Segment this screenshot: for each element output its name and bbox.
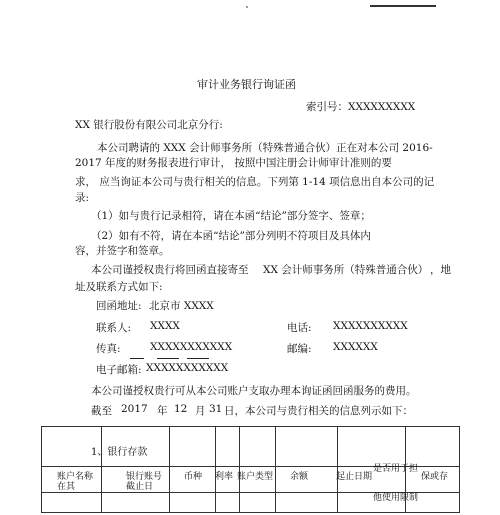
return-address-label: 回函地址: [96,300,142,312]
email-underline-short [130,358,144,359]
para2-part2: ，地 [430,264,451,276]
cutoff-prefix: 截至 [91,405,112,417]
postcode-label: 邮编: [287,343,312,355]
header-deadline: 截止日 [126,482,154,492]
fax-label: 传真: [96,343,121,355]
table-cell [216,427,240,467]
email-value: XXXXXXXXXXX [146,362,229,374]
para2-firm: XX 会计师事务所（特殊普通合伙） [263,264,429,276]
para1-line4: 录: [75,192,90,204]
instruction-item-2-line1: （2）如有不符，请在本函“结论”部分列明不符项目及具体内 [91,230,371,242]
instruction-item-1: （1）如与贵行记录相符，请在本函“结论”部分签字、签章； [91,210,371,222]
header-account-number: 银行账号 [126,472,163,482]
table-cell [216,493,240,513]
para1-line2: 2017 年度的财务报表进行审计， 按照中国注册会计师审计准则的要 [75,157,392,169]
para2-line2: 址及联系方式如下: [75,281,163,293]
table-cell [170,493,216,513]
phone-value: XXXXXXXXXX [333,320,408,332]
table-cell [276,427,338,467]
table-cell [170,427,216,467]
instruction-item-2-line2: 容，并签字和签章。 [75,245,170,257]
index-value: XXXXXXXXX [348,101,416,113]
contact-label: 联系人: [96,322,132,334]
header-start-end-date: 起止日期 [336,472,373,482]
cutoff-suffix: 日，本公司与贵行相关的信息列示如下： [224,405,413,417]
fax-value: XXXXXXXXXXX [150,341,233,353]
cutoff-day: 31 [209,403,223,415]
table-cell [240,427,276,467]
table-cell [42,493,102,513]
email-underline-mid [157,358,179,359]
header-account-type: 账户类型 [237,472,274,482]
table-cell [240,493,276,513]
document-title: 审计业务银行询证函 [197,78,296,91]
cutoff-year-unit: 年 [157,405,168,417]
table-section-title: 1、银行存款 [91,447,148,458]
header-rule [370,5,436,7]
table-cell [276,493,338,513]
index-number [306,99,415,114]
header-restricted-line1: 是否用于担 [373,464,419,474]
header-account-name-cont: 在其 [57,482,76,492]
email-underline-right [187,358,209,359]
addressee: XX 银行股份有限公司北京分行: [75,119,223,131]
para2-part1: 本公司谨授权贵行将回函直接寄至 [91,264,249,276]
page-mark [246,6,248,8]
cutoff-month-unit: 月 [195,405,206,417]
header-rate: 利率 [215,472,234,482]
postcode-value: XXXXXX [333,341,378,353]
cutoff-month: 12 [174,403,188,415]
return-address-value: 北京市 XXXX [149,300,214,312]
header-restricted-line2: 保或存 [421,472,449,482]
para3-fee-authorization: 本公司谨授权贵行可从本公司账户支取办理本询证函回函服务的费用。 [91,385,417,397]
cutoff-year: 2017 [121,403,148,415]
para1-line1: 本公司聘请的 XXX 会计师事务所（特殊普通合伙）正在对本公司 2016- [97,142,433,154]
index-label: 索引号： [306,101,348,113]
header-currency: 币种 [184,472,203,482]
email-label: 电子邮箱: [96,364,142,376]
header-restricted-line4: 他使用限制 [373,493,419,503]
contact-value: XXXX [150,320,180,332]
phone-label: 电话: [287,322,312,334]
para1-line3: 求， 应当询证本公司与贵行相关的信息。下列第 1-14 项信息出自本公司的记 [75,176,435,188]
header-account-name: 账户名称 [57,472,94,482]
header-balance: 余额 [290,472,309,482]
table-cell [102,493,170,513]
